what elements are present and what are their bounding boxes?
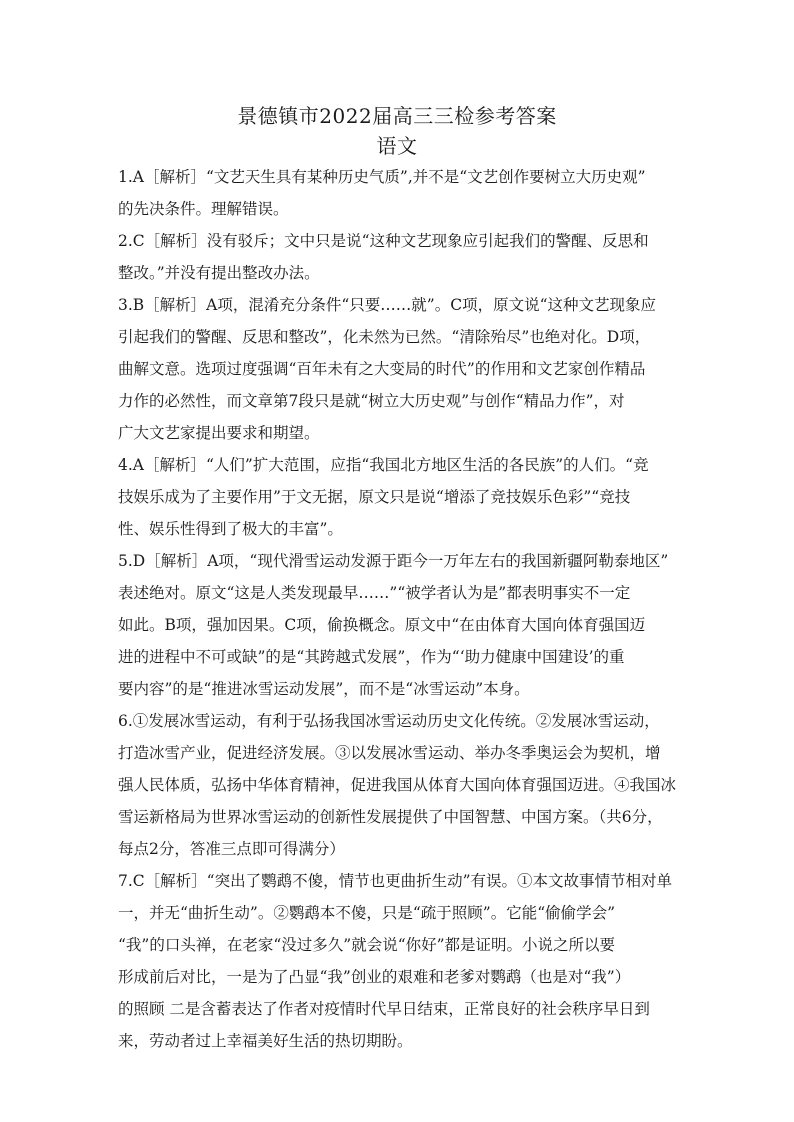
text-line: 引起我们的警醒、反思和整改”，化未然为已然。“清除殆尽”也绝对化。D项， [118,328,651,346]
text-line: 形成前后对比，一是为了凸显“我”创业的艰难和老爹对鹦鹉（也是对“我”） [118,968,631,986]
text-line: 表述绝对。原文“这是人类发现最早……”“被学者认为是”都表明事实不一定 [118,584,631,602]
text-line: 5.D［解析］A项，“现代滑雪运动发源于距今一万年左右的我国新疆阿勒泰地区” [118,552,669,570]
text-line: 力作的必然性，而文章第7段只是就“树立大历史观”与创作“精品力作”，对 [118,392,625,410]
text-line: 3.B［解析］A项，混淆充分条件“只要……就”。C项，原文说“这种文艺现象应 [118,296,657,314]
text-line: 来，劳动者过上幸福美好生活的热切期盼。 [118,1032,413,1050]
text-line: 广大文艺家提出要求和期望。 [118,424,320,442]
subject-heading: 语文 [376,134,418,158]
text-line: 要内容”的是“推进冰雪运动发展”，而不是“冰雪运动”本身。 [118,680,530,698]
text-line: 打造冰雪产业，促进经济发展。③以发展冰雪运动、举办冬季奥运会为契机，增 [118,744,661,762]
text-line: 的先决条件。理解错误。 [118,200,289,218]
text-line: 性、娱乐性得到了极大的丰富”。 [118,520,343,538]
text-line: “我”的口头禅，在老家“没过多久”就会说“你好”都是证明。小说之所以要 [118,936,616,954]
answer-text-body [118,161,698,1057]
text-line: 一，并无“曲折生动”。②鹦鹉本不傻，只是“疏于照顾”。它能“偷偷学会” [118,904,616,922]
document-title: 景德镇市2022届高三三检参考答案 [237,104,557,128]
text-line: 4.A［解析］“人们”扩大范围，应指“我国北方地区生活的各民族”的人们。“竞 [118,456,649,474]
text-line: 曲解文意。选项过度强调“百年未有之大变局的时代”的作用和文艺家创作精品 [118,360,646,378]
text-line: 整改。”并没有提出整改办法。 [118,264,320,282]
text-line: 7.C［解析］“突出了鹦鹉不傻，情节也更曲折生动”有误。①本文故事情节相对单 [118,872,672,890]
text-line: 技娱乐成为了主要作用”于文无据，原文只是说“增添了竞技娱乐色彩”“竞技 [118,488,631,506]
text-line: 2.C［解析］没有驳斥；文中只是说“这种文艺现象应引起我们的警醒、反思和 [118,232,649,250]
text-line: 强人民体质，弘扬中华体育精神，促进我国从体育大国向体育强国迈进。④我国冰 [118,776,677,794]
text-line: 每点2分，答准三点即可得满分） [118,840,345,858]
text-line: 1.A［解析］“文艺天生具有某种历史气质”,并不是“文艺创作要树立大历史观” [118,168,646,186]
text-line: 的照顾 二是含蓄表达了作者对疫情时代早日结束，正常良好的社会秩序早日到 [118,1000,650,1018]
text-line: 6.①发展冰雪运动，有利于弘扬我国冰雪运动历史文化传统。②发展冰雪运动， [118,712,660,730]
text-line: 进的进程中不可或缺”的是“其跨越式发展”，作为“‘助力健康中国建设’的重 [118,648,625,666]
text-line: 雪运新格局为世界冰雪运动的创新性发展提供了中国智慧、中国方案。（共6分， [118,808,663,826]
text-line: 如此。B项，强加因果。C项，偷换概念。原文中“在由体育大国向体育强国迈 [118,616,646,634]
